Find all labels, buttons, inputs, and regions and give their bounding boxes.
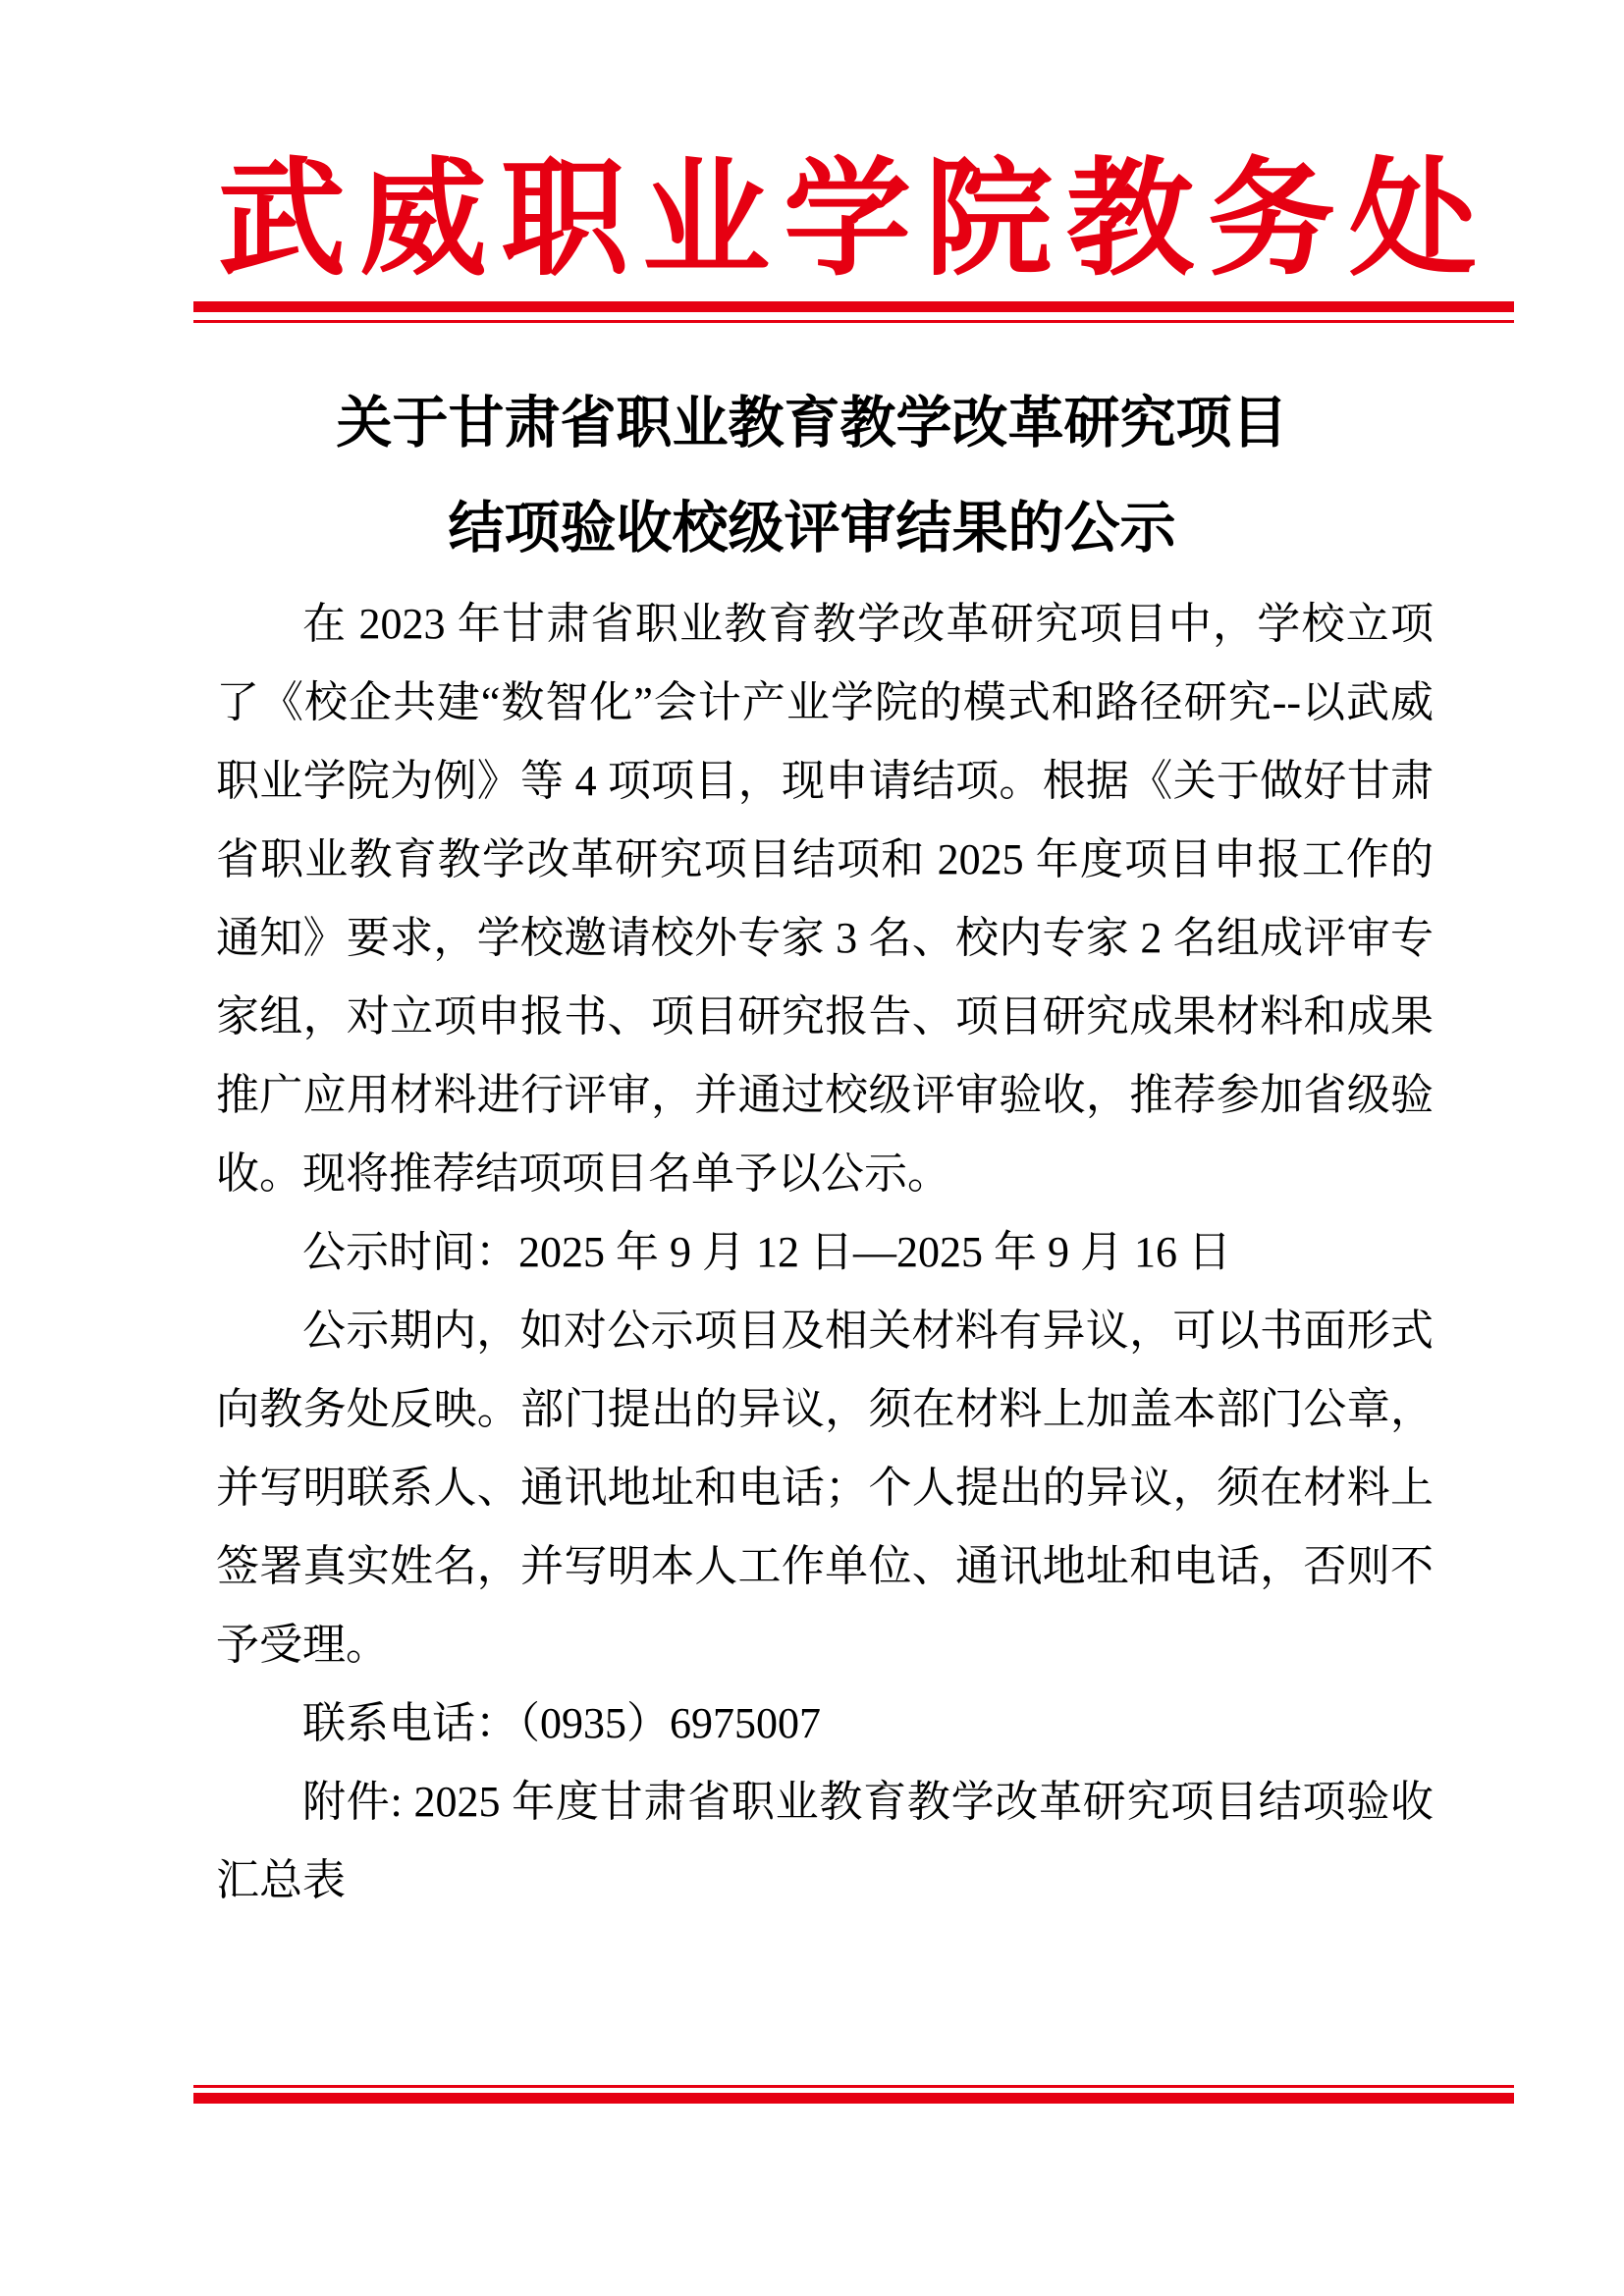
- footer-rule-thin: [193, 2085, 1514, 2088]
- letterhead-rule-thin: [193, 320, 1514, 323]
- letterhead-rule-thick: [193, 301, 1514, 312]
- paragraph-attachment: 附件: 2025 年度甘肃省职业教育教学改革研究项目结项验收汇总表: [216, 1778, 1434, 1904]
- letterhead-org-name: 武威职业学院教务处: [217, 150, 1490, 292]
- document-title: [193, 371, 1431, 581]
- paragraph-intro: 在 2023 年甘肃省职业教育教学改革研究项目中，学校立项了《校企共建“数智化”会计产业学院的模式和路径研究--以武威职业学院为例》等 4 项项目，现申请结项。根据《关于做好甘肃省职业教育教学改革研究项目结项和 2025 年度项目申报工作的通知》要求，学校邀请校外专家 3 名、校内专家 2 名组成评审专家组，对立项申报书、项目研究报告、项目研究成果材料和成果推广应用材料进行评审，并通过校级评审验收，推荐参加省级验收。现将推荐结项项目名单予以公示。: [216, 600, 1434, 1198]
- paragraph-publicity-period: 公示时间：2025 年 9 月 12 日—2025 年 9 月 16 日: [302, 1228, 1231, 1276]
- document-title-line2: 结项验收校级评审结果的公示: [448, 498, 1176, 560]
- document-title-line1: 关于甘肃省职业教育教学改革研究项目: [336, 393, 1288, 454]
- document-body: [216, 585, 1434, 1920]
- paragraph-objection-procedure: 公示期内，如对公示项目及相关材料有异议，可以书面形式向教务处反映。部门提出的异议，须在材料上加盖本部门公章，并写明联系人、通讯地址和电话；个人提出的异议，须在材料上签署真实姓名，并写明本人工作单位、通讯地址和电话，否则不予受理。: [216, 1307, 1434, 1669]
- footer-rule-thick: [193, 2093, 1514, 2104]
- paragraph-contact-phone: 联系电话：（0935）6975007: [302, 1699, 821, 1747]
